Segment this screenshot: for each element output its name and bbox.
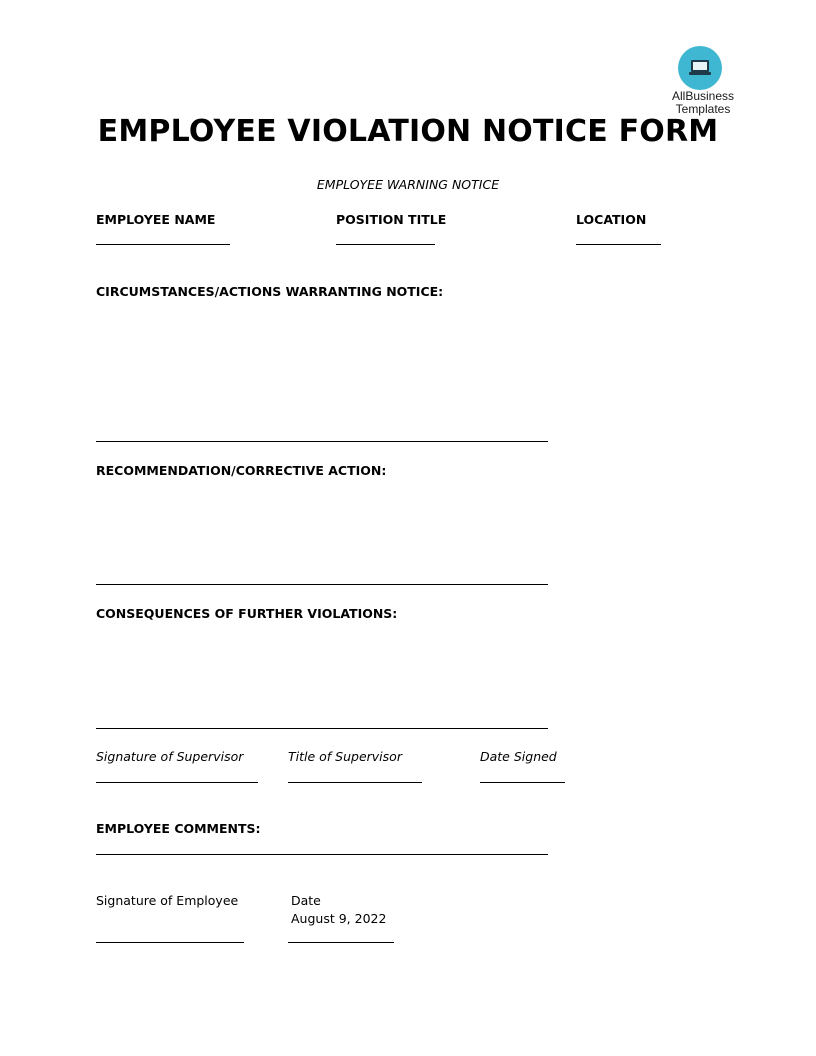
consequences-label: CONSEQUENCES OF FURTHER VIOLATIONS: — [96, 606, 398, 621]
position-title-label: POSITION TITLE — [336, 212, 447, 227]
location-line[interactable] — [576, 244, 661, 245]
employee-signature-label: Signature of Employee — [96, 893, 239, 908]
supervisor-signature-line[interactable] — [96, 782, 258, 783]
page-title: EMPLOYEE VIOLATION NOTICE FORM — [97, 114, 719, 149]
date-signed-line[interactable] — [480, 782, 565, 783]
employee-name-line[interactable] — [96, 244, 230, 245]
supervisor-title-label: Title of Supervisor — [288, 749, 402, 764]
circumstances-line[interactable] — [96, 441, 548, 442]
position-title-line[interactable] — [336, 244, 435, 245]
employee-comments-line[interactable] — [96, 854, 548, 855]
date-line[interactable] — [288, 942, 394, 943]
date-value: August 9, 2022 — [291, 911, 387, 926]
date-signed-label: Date Signed — [480, 749, 557, 764]
logo-text-line1: AllBusiness — [671, 89, 735, 103]
recommendation-label: RECOMMENDATION/CORRECTIVE ACTION: — [96, 463, 387, 478]
supervisor-title-line[interactable] — [288, 782, 422, 783]
employee-name-label: EMPLOYEE NAME — [96, 212, 216, 227]
employee-comments-label: EMPLOYEE COMMENTS: — [96, 821, 261, 836]
logo-text-line2: Templates — [675, 102, 731, 116]
page-subtitle: EMPLOYEE WARNING NOTICE — [316, 177, 500, 192]
recommendation-line[interactable] — [96, 584, 548, 585]
supervisor-signature-label: Signature of Supervisor — [96, 749, 244, 764]
laptop-icon — [688, 58, 712, 78]
date-label: Date — [291, 893, 321, 908]
consequences-line[interactable] — [96, 728, 548, 729]
circumstances-label: CIRCUMSTANCES/ACTIONS WARRANTING NOTICE: — [96, 284, 444, 299]
employee-signature-line[interactable] — [96, 942, 244, 943]
location-label: LOCATION — [576, 212, 647, 227]
